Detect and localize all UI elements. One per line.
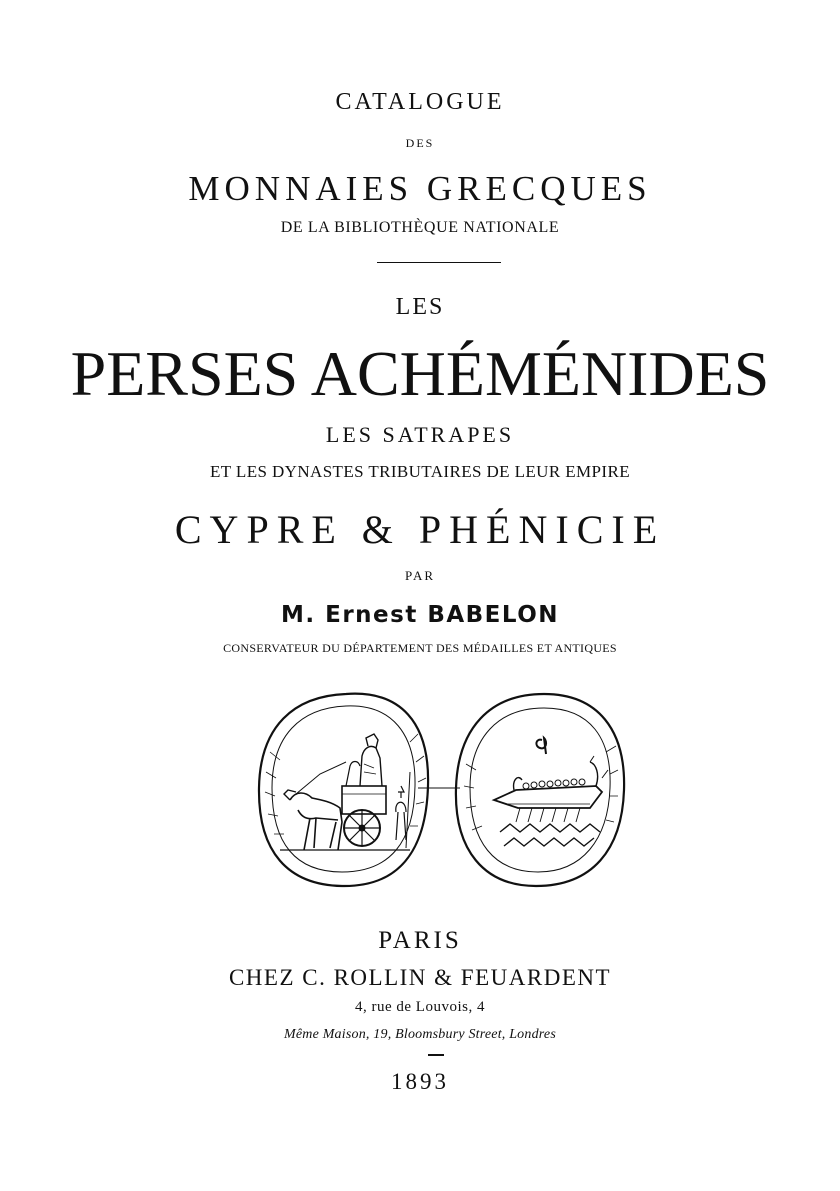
par-line: PAR <box>404 568 436 583</box>
les-line: LES <box>395 294 445 320</box>
des-line: DES <box>405 136 435 150</box>
imprint-city: PARIS <box>378 927 462 954</box>
main-title: PERSES ACHÉMÉNIDES <box>70 338 770 409</box>
imprint-address: 4, rue de Louvois, 4 <box>355 999 485 1015</box>
bibliotheque-line: DE LA BIBLIOTHÈQUE NATIONALE <box>280 219 560 236</box>
imprint-divider <box>428 1054 444 1056</box>
coin-galley-icon <box>456 694 624 886</box>
cypre-heading: CYPRE & PHÉNICIE <box>174 507 666 552</box>
coin-illustration <box>250 682 630 897</box>
satrapes-line: LES SATRAPES <box>325 422 515 447</box>
author-name: M. Ernest BABELON <box>280 602 560 628</box>
imprint-year: 1893 <box>391 1069 449 1094</box>
imprint-london: Même Maison, 19, Bloomsbury Street, Londres <box>284 1027 556 1042</box>
coin-chariot-icon <box>259 694 428 886</box>
catalogue-heading: CATALOGUE <box>335 89 505 115</box>
imprint-publisher: CHEZ C. ROLLIN & FEUARDENT <box>228 965 612 990</box>
author-title: CONSERVATEUR DU DÉPARTEMENT DES MÉDAILLES ET ANTIQUES <box>223 641 617 655</box>
monnaies-heading: MONNAIES GRECQUES <box>188 169 652 208</box>
title-divider <box>377 262 501 263</box>
dynastes-line: ET LES DYNASTES TRIBUTAIRES DE LEUR EMPIRE <box>210 462 630 481</box>
